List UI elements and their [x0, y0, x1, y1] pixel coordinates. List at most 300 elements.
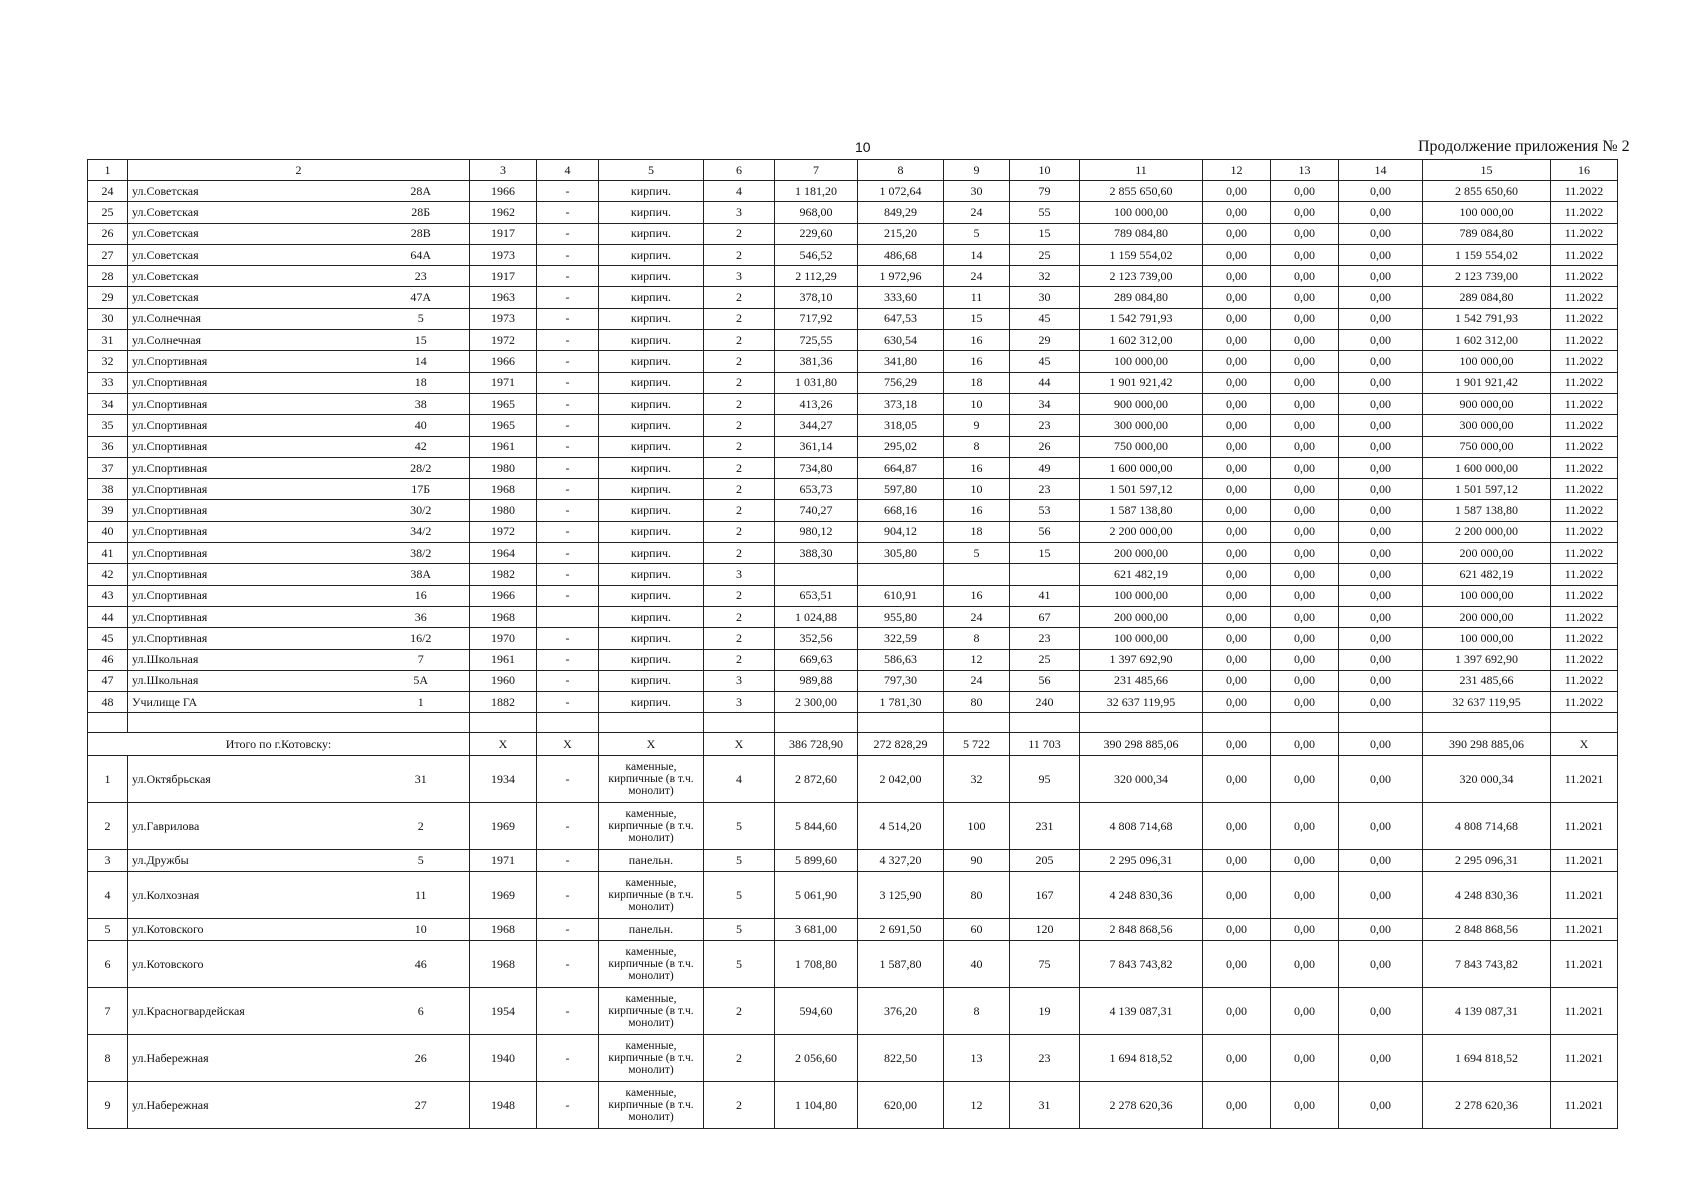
col-12-cell: 0,00 [1203, 872, 1271, 919]
col-14-cell: 0,00 [1339, 500, 1423, 521]
col-10-cell: 23 [1010, 628, 1080, 649]
col-13-cell: 0,00 [1271, 223, 1339, 244]
floors-cell: 5 [704, 850, 775, 872]
deadline-cell: 11.2022 [1551, 692, 1618, 713]
col-9-cell: 24 [944, 606, 1010, 627]
total-cost-cell: 2 123 739,00 [1080, 266, 1203, 287]
wall-material-cell: кирпич. [599, 330, 704, 351]
col-4-cell: - [537, 628, 599, 649]
floors-cell: 2 [704, 649, 775, 670]
wall-material-cell: кирпич. [599, 585, 704, 606]
total-area-cell: 653,51 [775, 585, 858, 606]
total-area-cell: 989,88 [775, 670, 858, 691]
wall-material-cell: кирпич. [599, 649, 704, 670]
wall-material-cell: кирпич. [599, 181, 704, 202]
header-row [88, 160, 1618, 181]
total-area-cell: 980,12 [775, 521, 858, 542]
col-9-cell: 80 [944, 872, 1010, 919]
col-13-cell: 0,00 [1271, 872, 1339, 919]
col-15-cell: 750 000,00 [1423, 436, 1551, 457]
col-13-cell: 0,00 [1271, 649, 1339, 670]
year-built-cell: 1964 [470, 543, 537, 564]
col-9-cell: 16 [944, 500, 1010, 521]
living-area-cell: 955,80 [858, 606, 944, 627]
col-14-cell: 0,00 [1339, 415, 1423, 436]
house-number-cell: 14 [373, 351, 470, 372]
col-4-cell: - [537, 393, 599, 414]
blank-cell [1203, 713, 1271, 733]
year-built-cell: 1917 [470, 223, 537, 244]
total-cost-cell: 750 000,00 [1080, 436, 1203, 457]
row-number-cell: 38 [88, 479, 128, 500]
total-cost-cell: 100 000,00 [1080, 351, 1203, 372]
street-cell: ул.Солнечная [128, 308, 373, 329]
year-built-cell: 1961 [470, 649, 537, 670]
floors-cell: 5 [704, 803, 775, 850]
col-4-cell: - [537, 330, 599, 351]
col-10-cell: 19 [1010, 988, 1080, 1035]
col-4-cell: - [537, 919, 599, 941]
col-4-cell: - [537, 308, 599, 329]
col-9-cell: 16 [944, 351, 1010, 372]
col-12-cell: 0,00 [1203, 606, 1271, 627]
total-cost-cell: 100 000,00 [1080, 202, 1203, 223]
house-number-cell: 17Б [373, 479, 470, 500]
living-area-cell: 341,80 [858, 351, 944, 372]
col-4-cell: - [537, 756, 599, 803]
year-built-cell: 1972 [470, 521, 537, 542]
col-9-cell: 16 [944, 330, 1010, 351]
col-4-cell: - [537, 850, 599, 872]
col-4-cell: - [537, 1035, 599, 1082]
total-cost-cell: 320 000,34 [1080, 756, 1203, 803]
col-13-cell: 0,00 [1271, 1035, 1339, 1082]
floors-cell: 2 [704, 393, 775, 414]
year-built-cell: 1973 [470, 244, 537, 265]
col-9-cell: 100 [944, 803, 1010, 850]
deadline-cell: 11.2021 [1551, 872, 1618, 919]
col-10-cell: 34 [1010, 393, 1080, 414]
col-9-cell: 80 [944, 692, 1010, 713]
col-10-cell: 79 [1010, 181, 1080, 202]
col-4-cell: - [537, 436, 599, 457]
total-cost-cell: 1 602 312,00 [1080, 330, 1203, 351]
total-cell: 272 828,29 [858, 733, 944, 756]
col-9-cell: 16 [944, 585, 1010, 606]
col-9-cell: 14 [944, 244, 1010, 265]
col-13-cell: 0,00 [1271, 628, 1339, 649]
row-number-cell: 9 [88, 1082, 128, 1129]
col-12-cell: 0,00 [1203, 564, 1271, 585]
col-9-cell: 32 [944, 756, 1010, 803]
year-built-cell: 1917 [470, 266, 537, 287]
house-number-cell: 28А [373, 181, 470, 202]
total-area-cell: 3 681,00 [775, 919, 858, 941]
living-area-cell: 756,29 [858, 372, 944, 393]
street-cell: ул.Красногвардейская [128, 988, 373, 1035]
total-cell: Х [704, 733, 775, 756]
deadline-cell: 11.2021 [1551, 988, 1618, 1035]
col-12-cell: 0,00 [1203, 850, 1271, 872]
wall-material-cell: кирпич. [599, 244, 704, 265]
total-cost-cell: 621 482,19 [1080, 564, 1203, 585]
col-4-cell: - [537, 244, 599, 265]
total-cell: 390 298 885,06 [1423, 733, 1551, 756]
living-area-cell: 4 514,20 [858, 803, 944, 850]
total-area-cell: 1 104,80 [775, 1082, 858, 1129]
wall-material-cell: кирпич. [599, 436, 704, 457]
table-row [88, 850, 1618, 872]
row-number-cell: 48 [88, 692, 128, 713]
year-built-cell: 1962 [470, 202, 537, 223]
floors-cell: 2 [704, 436, 775, 457]
deadline-cell: 11.2022 [1551, 521, 1618, 542]
floors-cell: 3 [704, 564, 775, 585]
street-cell: ул.Набережная [128, 1035, 373, 1082]
total-row [88, 733, 1618, 756]
col-10-cell: 67 [1010, 606, 1080, 627]
total-area-cell: 388,30 [775, 543, 858, 564]
living-area-cell: 597,80 [858, 479, 944, 500]
wall-material-cell: кирпич. [599, 287, 704, 308]
col-12-cell: 0,00 [1203, 500, 1271, 521]
floors-cell: 3 [704, 202, 775, 223]
year-built-cell: 1954 [470, 988, 537, 1035]
floors-cell: 5 [704, 941, 775, 988]
total-area-cell: 594,60 [775, 988, 858, 1035]
row-number-cell: 3 [88, 850, 128, 872]
col-13-cell: 0,00 [1271, 351, 1339, 372]
col-4-cell: - [537, 803, 599, 850]
row-number-cell: 5 [88, 919, 128, 941]
floors-cell: 5 [704, 919, 775, 941]
col-4-cell: - [537, 988, 599, 1035]
col-13-cell: 0,00 [1271, 287, 1339, 308]
row-number-cell: 36 [88, 436, 128, 457]
col-4-cell: - [537, 181, 599, 202]
appendix-label: Продолжение приложения № 2 [1418, 138, 1630, 155]
deadline-cell: 11.2022 [1551, 351, 1618, 372]
total-cost-cell: 231 485,66 [1080, 670, 1203, 691]
col-9-cell: 8 [944, 436, 1010, 457]
year-built-cell: 1980 [470, 500, 537, 521]
col-4-cell: - [537, 415, 599, 436]
col-15-cell: 231 485,66 [1423, 670, 1551, 691]
total-cost-cell: 1 501 597,12 [1080, 479, 1203, 500]
col-12-cell: 0,00 [1203, 415, 1271, 436]
wall-material-cell: кирпич. [599, 202, 704, 223]
header-cell: 5 [599, 160, 704, 181]
living-area-cell: 3 125,90 [858, 872, 944, 919]
deadline-cell: 11.2021 [1551, 803, 1618, 850]
col-12-cell: 0,00 [1203, 223, 1271, 244]
row-number-cell: 37 [88, 457, 128, 478]
col-10-cell: 56 [1010, 670, 1080, 691]
house-number-cell: 26 [373, 1035, 470, 1082]
col-12-cell: 0,00 [1203, 649, 1271, 670]
col-15-cell: 7 843 743,82 [1423, 941, 1551, 988]
col-9-cell: 5 [944, 543, 1010, 564]
blank-cell [775, 713, 858, 733]
row-number-cell: 39 [88, 500, 128, 521]
header-cell: 4 [537, 160, 599, 181]
deadline-cell: 11.2021 [1551, 850, 1618, 872]
row-number-cell: 40 [88, 521, 128, 542]
col-10-cell: 231 [1010, 803, 1080, 850]
col-4-cell: - [537, 479, 599, 500]
total-cell: 11 703 [1010, 733, 1080, 756]
col-9-cell: 8 [944, 988, 1010, 1035]
col-14-cell: 0,00 [1339, 919, 1423, 941]
col-4-cell: - [537, 266, 599, 287]
col-13-cell: 0,00 [1271, 330, 1339, 351]
wall-material-cell: каменные, кирпичные (в т.ч. монолит) [599, 941, 704, 988]
table-row [88, 543, 1618, 564]
total-cost-cell: 100 000,00 [1080, 628, 1203, 649]
street-cell: ул.Спортивная [128, 436, 373, 457]
total-area-cell: 1 181,20 [775, 181, 858, 202]
house-number-cell: 16/2 [373, 628, 470, 649]
year-built-cell: 1969 [470, 872, 537, 919]
total-area-cell: 5 844,60 [775, 803, 858, 850]
house-number-cell: 64А [373, 244, 470, 265]
street-cell: ул.Спортивная [128, 457, 373, 478]
col-15-cell: 2 295 096,31 [1423, 850, 1551, 872]
wall-material-cell: кирпич. [599, 223, 704, 244]
table-row [88, 988, 1618, 1035]
house-number-cell: 5 [373, 308, 470, 329]
col-9-cell: 24 [944, 202, 1010, 223]
floors-cell: 2 [704, 521, 775, 542]
table-row [88, 244, 1618, 265]
living-area-cell: 797,30 [858, 670, 944, 691]
col-15-cell: 200 000,00 [1423, 543, 1551, 564]
total-cost-cell: 2 295 096,31 [1080, 850, 1203, 872]
col-15-cell: 1 694 818,52 [1423, 1035, 1551, 1082]
col-12-cell: 0,00 [1203, 919, 1271, 941]
wall-material-cell: панельн. [599, 919, 704, 941]
col-10-cell: 167 [1010, 872, 1080, 919]
col-14-cell: 0,00 [1339, 266, 1423, 287]
col-9-cell [944, 564, 1010, 585]
house-number-cell: 5А [373, 670, 470, 691]
col-4-cell: - [537, 521, 599, 542]
col-9-cell: 18 [944, 521, 1010, 542]
table-row [88, 521, 1618, 542]
col-10-cell: 26 [1010, 436, 1080, 457]
total-area-cell: 669,63 [775, 649, 858, 670]
year-built-cell: 1971 [470, 850, 537, 872]
col-15-cell: 289 084,80 [1423, 287, 1551, 308]
col-12-cell: 0,00 [1203, 628, 1271, 649]
street-cell: ул.Дружбы [128, 850, 373, 872]
col-12-cell: 0,00 [1203, 202, 1271, 223]
table-row [88, 308, 1618, 329]
blank-cell [1271, 713, 1339, 733]
street-cell: ул.Спортивная [128, 543, 373, 564]
col-13-cell: 0,00 [1271, 919, 1339, 941]
street-cell: ул.Спортивная [128, 479, 373, 500]
blank-cell [1423, 713, 1551, 733]
floors-cell: 2 [704, 457, 775, 478]
col-4-cell: - [537, 670, 599, 691]
total-area-cell: 740,27 [775, 500, 858, 521]
floors-cell: 4 [704, 756, 775, 803]
year-built-cell: 1965 [470, 393, 537, 414]
total-label: Итого по г.Котовску: [88, 733, 470, 756]
blank-cell [1080, 713, 1203, 733]
total-cost-cell: 1 159 554,02 [1080, 244, 1203, 265]
col-14-cell: 0,00 [1339, 202, 1423, 223]
col-9-cell: 30 [944, 181, 1010, 202]
col-13-cell: 0,00 [1271, 606, 1339, 627]
col-4-cell: - [537, 585, 599, 606]
wall-material-cell: кирпич. [599, 564, 704, 585]
wall-material-cell: каменные, кирпичные (в т.ч. монолит) [599, 756, 704, 803]
floors-cell: 2 [704, 372, 775, 393]
col-4-cell [537, 606, 599, 627]
street-cell: ул.Спортивная [128, 500, 373, 521]
col-4-cell: - [537, 372, 599, 393]
col-9-cell: 11 [944, 287, 1010, 308]
col-13-cell: 0,00 [1271, 988, 1339, 1035]
table-row [88, 223, 1618, 244]
table-row [88, 1035, 1618, 1082]
total-cell: Х [599, 733, 704, 756]
floors-cell: 3 [704, 670, 775, 691]
col-12-cell: 0,00 [1203, 988, 1271, 1035]
col-15-cell: 4 808 714,68 [1423, 803, 1551, 850]
col-14-cell: 0,00 [1339, 223, 1423, 244]
house-number-cell: 28В [373, 223, 470, 244]
table-row [88, 670, 1618, 691]
living-area-cell: 1 587,80 [858, 941, 944, 988]
wall-material-cell: кирпич. [599, 372, 704, 393]
total-area-cell: 361,14 [775, 436, 858, 457]
total-area-cell: 725,55 [775, 330, 858, 351]
year-built-cell: 1948 [470, 1082, 537, 1129]
total-area-cell: 381,36 [775, 351, 858, 372]
house-number-cell: 36 [373, 606, 470, 627]
deadline-cell: 11.2021 [1551, 941, 1618, 988]
floors-cell: 2 [704, 287, 775, 308]
col-9-cell: 40 [944, 941, 1010, 988]
street-cell: ул.Спортивная [128, 415, 373, 436]
row-number-cell: 28 [88, 266, 128, 287]
street-cell: ул.Школьная [128, 670, 373, 691]
deadline-cell: 11.2022 [1551, 500, 1618, 521]
col-13-cell: 0,00 [1271, 756, 1339, 803]
col-4-cell: - [537, 692, 599, 713]
table-row [88, 202, 1618, 223]
blank-cell [1339, 713, 1423, 733]
col-13-cell: 0,00 [1271, 1082, 1339, 1129]
total-area-cell [775, 564, 858, 585]
col-10-cell: 205 [1010, 850, 1080, 872]
header-cell: 11 [1080, 160, 1203, 181]
living-area-cell [858, 564, 944, 585]
col-13-cell: 0,00 [1271, 479, 1339, 500]
col-15-cell: 1 542 791,93 [1423, 308, 1551, 329]
col-9-cell: 10 [944, 479, 1010, 500]
floors-cell: 2 [704, 606, 775, 627]
col-14-cell: 0,00 [1339, 181, 1423, 202]
house-number-cell: 16 [373, 585, 470, 606]
row-number-cell: 8 [88, 1035, 128, 1082]
total-cost-cell: 2 278 620,36 [1080, 1082, 1203, 1129]
col-4-cell: - [537, 564, 599, 585]
header-cell: 6 [704, 160, 775, 181]
col-12-cell: 0,00 [1203, 436, 1271, 457]
col-15-cell: 200 000,00 [1423, 606, 1551, 627]
col-15-cell: 1 587 138,80 [1423, 500, 1551, 521]
col-13-cell: 0,00 [1271, 372, 1339, 393]
row-number-cell: 46 [88, 649, 128, 670]
col-12-cell: 0,00 [1203, 756, 1271, 803]
total-area-cell: 1 024,88 [775, 606, 858, 627]
total-area-cell: 546,52 [775, 244, 858, 265]
wall-material-cell: панельн. [599, 850, 704, 872]
row-number-cell: 24 [88, 181, 128, 202]
blank-cell [88, 713, 128, 733]
total-cell: 0,00 [1339, 733, 1423, 756]
house-number-cell: 28Б [373, 202, 470, 223]
col-14-cell: 0,00 [1339, 308, 1423, 329]
col-9-cell: 13 [944, 1035, 1010, 1082]
col-15-cell: 4 139 087,31 [1423, 988, 1551, 1035]
total-area-cell: 734,80 [775, 457, 858, 478]
col-15-cell: 1 159 554,02 [1423, 244, 1551, 265]
total-cell: Х [1551, 733, 1618, 756]
deadline-cell: 11.2022 [1551, 287, 1618, 308]
col-12-cell: 0,00 [1203, 287, 1271, 308]
col-14-cell: 0,00 [1339, 941, 1423, 988]
living-area-cell: 668,16 [858, 500, 944, 521]
house-number-cell: 27 [373, 1082, 470, 1129]
col-10-cell: 45 [1010, 308, 1080, 329]
col-15-cell: 100 000,00 [1423, 351, 1551, 372]
year-built-cell: 1963 [470, 287, 537, 308]
deadline-cell: 11.2022 [1551, 415, 1618, 436]
col-12-cell: 0,00 [1203, 330, 1271, 351]
col-4-cell: - [537, 872, 599, 919]
header-cell: 12 [1203, 160, 1271, 181]
col-12-cell: 0,00 [1203, 543, 1271, 564]
row-number-cell: 47 [88, 670, 128, 691]
house-number-cell: 38/2 [373, 543, 470, 564]
table-row [88, 803, 1618, 850]
floors-cell: 2 [704, 244, 775, 265]
total-cost-cell: 4 139 087,31 [1080, 988, 1203, 1035]
col-9-cell: 5 [944, 223, 1010, 244]
col-13-cell: 0,00 [1271, 308, 1339, 329]
col-10-cell: 95 [1010, 756, 1080, 803]
year-built-cell: 1961 [470, 436, 537, 457]
col-10-cell: 240 [1010, 692, 1080, 713]
house-number-cell: 7 [373, 649, 470, 670]
header-cell: 2 [128, 160, 470, 181]
house-number-cell: 34/2 [373, 521, 470, 542]
living-area-cell: 486,68 [858, 244, 944, 265]
col-13-cell: 0,00 [1271, 500, 1339, 521]
col-14-cell: 0,00 [1339, 330, 1423, 351]
total-area-cell: 413,26 [775, 393, 858, 414]
col-10-cell: 49 [1010, 457, 1080, 478]
row-number-cell: 32 [88, 351, 128, 372]
row-number-cell: 44 [88, 606, 128, 627]
table-row [88, 266, 1618, 287]
col-15-cell: 2 855 650,60 [1423, 181, 1551, 202]
